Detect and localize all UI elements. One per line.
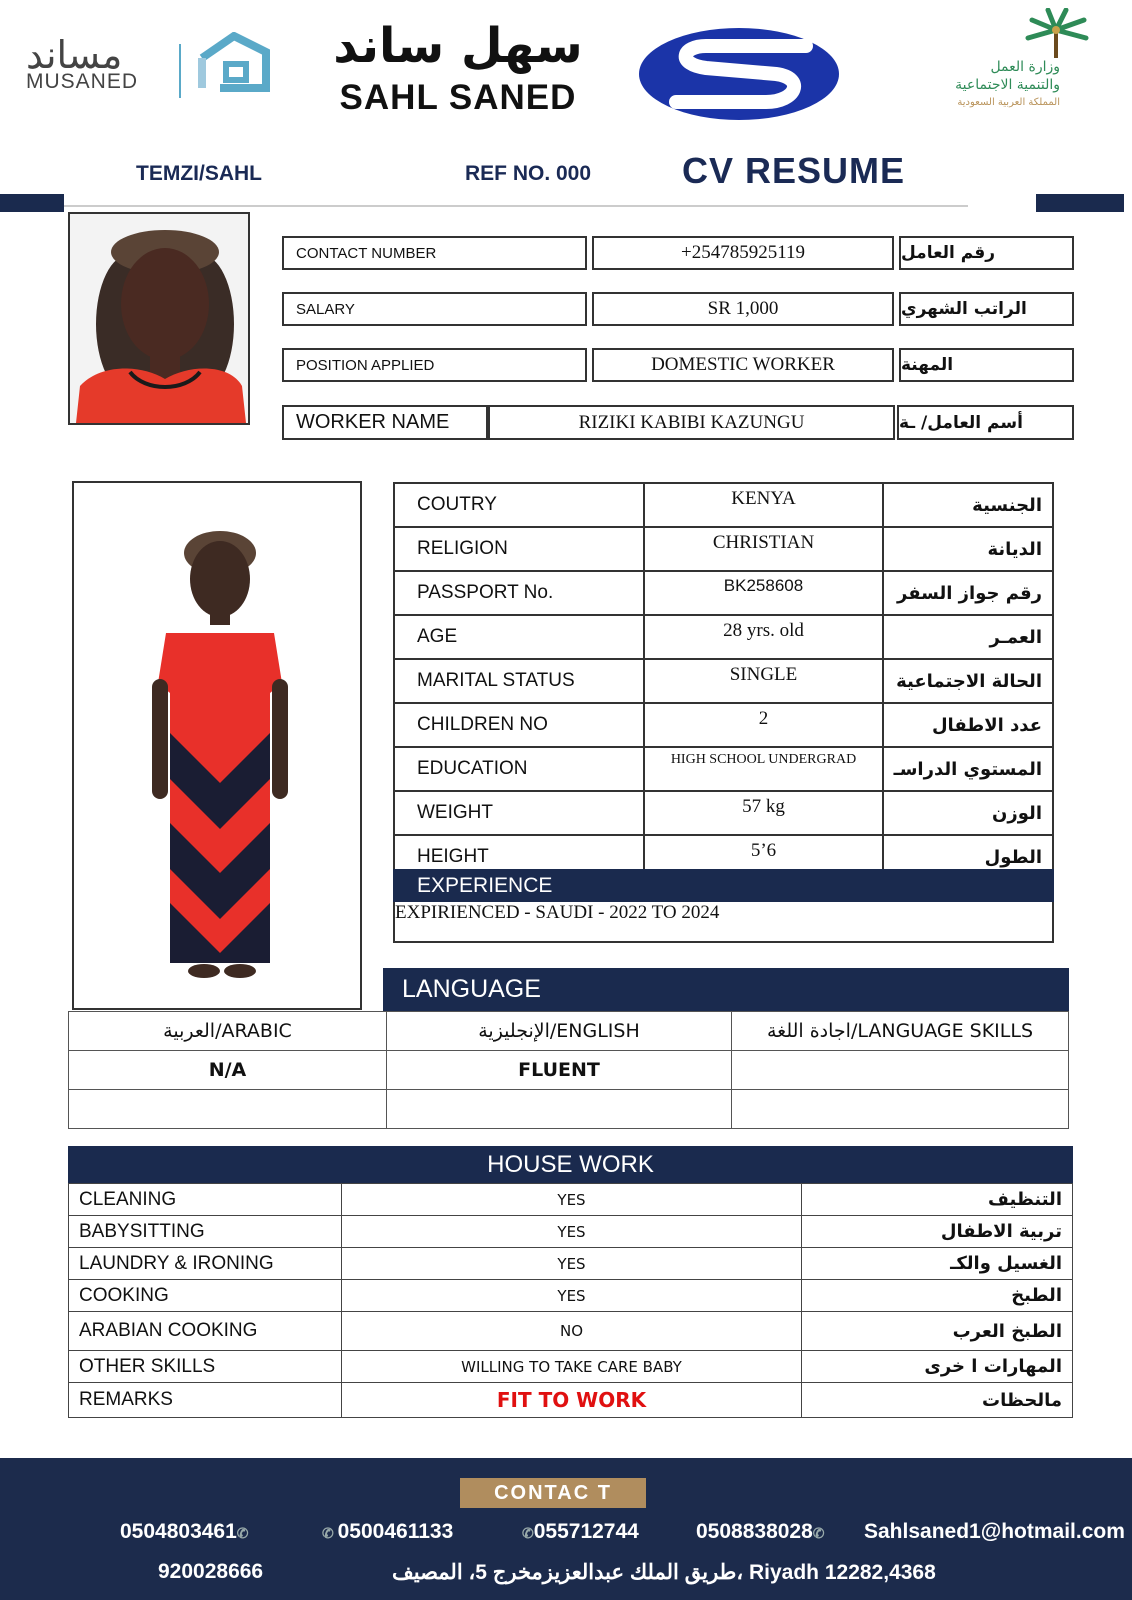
table-row: [394, 791, 1053, 835]
remarks-label: REMARKS: [69, 1383, 342, 1418]
salary-arabic-label: الراتب الشهري: [899, 292, 1074, 326]
phone-icon: ✆: [812, 1525, 825, 1541]
experience-heading: EXPERIENCE: [393, 869, 1054, 902]
arabian-cooking-label: ARABIAN COOKING: [69, 1312, 342, 1351]
country-arabic-label: الجنسية: [883, 483, 1053, 527]
contact-number-label: CONTACT NUMBER: [282, 236, 587, 270]
height-value: 5’6: [644, 835, 883, 879]
phone-1: [120, 1520, 249, 1544]
babysitting-value: YES: [342, 1216, 802, 1248]
full-body-photo: [72, 481, 362, 1010]
full-body-illustration: [74, 483, 360, 1008]
ministry-line-2: والتنمية الاجتماعية: [955, 77, 1060, 93]
remarks-value: FIT TO WORK: [342, 1383, 802, 1418]
musaned-logo-text: MUSANED: [26, 70, 139, 93]
table-row: [394, 571, 1053, 615]
weight-arabic-label: الوزن: [883, 791, 1053, 835]
cleaning-value: YES: [342, 1184, 802, 1216]
position-arabic-label: المهنة: [899, 348, 1074, 382]
salary-label: SALARY: [282, 292, 587, 326]
country-label: COUTRY: [394, 483, 644, 527]
phone-3: [522, 1520, 639, 1544]
children-arabic-label: عدد الاطفال: [883, 703, 1053, 747]
phone-1-number: 0504803461: [120, 1520, 237, 1543]
table-row: [69, 1248, 1073, 1280]
babysitting-arabic-label: تربية الاطفال: [802, 1216, 1073, 1248]
logo-divider: [179, 44, 181, 98]
table-row: [69, 1090, 1069, 1129]
musaned-logo-arabic: مساند: [26, 33, 123, 77]
table-row: [69, 1051, 1069, 1090]
arabic-column-header: العربية/ARABIC: [69, 1012, 387, 1051]
table-row: [394, 747, 1053, 791]
cooking-label: COOKING: [69, 1280, 342, 1312]
phone-3-number: 055712744: [533, 1520, 639, 1543]
table-row: [69, 1312, 1073, 1351]
age-value: 28 yrs. old: [644, 615, 883, 659]
height-label: HEIGHT: [394, 835, 644, 879]
house-work-table: [68, 1183, 1073, 1418]
table-row: [69, 1216, 1073, 1248]
laundry-label: LAUNDRY & IRONING: [69, 1248, 342, 1280]
phone-icon: ✆: [522, 1525, 534, 1541]
table-row: [69, 1383, 1073, 1418]
address: طريق الملك عبدالعزيزمخرج 5، المصيف، Riyadh 12282,4368: [392, 1561, 936, 1584]
house-work-heading: HOUSE WORK: [68, 1146, 1073, 1183]
worker-name-arabic-label: أسم العامل/ ـة: [897, 405, 1074, 440]
education-arabic-label: المستوي الدراسـ: [883, 747, 1053, 791]
other-skills-value: WILLING TO TAKE CARE BABY: [342, 1351, 802, 1383]
table-row: [69, 1351, 1073, 1383]
table-row: [69, 1280, 1073, 1312]
language-table: [68, 1011, 1069, 1129]
experience-text: EXPIRIENCED - SAUDI - 2022 TO 2024: [393, 902, 1054, 943]
cooking-arabic-label: الطبخ: [802, 1280, 1073, 1312]
education-value: HIGH SCHOOL UNDERGRAD: [644, 747, 883, 791]
empty-cell: [69, 1090, 387, 1129]
other-skills-label: OTHER SKILLS: [69, 1351, 342, 1383]
language-heading: LANGUAGE: [383, 968, 1069, 1011]
salary-value: SR 1,000: [592, 292, 894, 326]
title-rule: [64, 205, 968, 207]
contact-number-value: +254785925119: [592, 236, 894, 270]
religion-label: RELIGION: [394, 527, 644, 571]
passport-label: PASSPORT No.: [394, 571, 644, 615]
passport-value: BK258608: [644, 571, 883, 615]
position-label: POSITION APPLIED: [282, 348, 587, 382]
table-row: [394, 659, 1053, 703]
passport-arabic-label: رقم جواز السفر: [883, 571, 1053, 615]
phone-4-number: 0508838028: [696, 1520, 813, 1543]
accent-bar-left: [0, 194, 64, 212]
empty-cell: [387, 1090, 732, 1129]
phone-2-number: 0500461133: [337, 1520, 454, 1543]
document-title: CV RESUME: [682, 150, 906, 191]
contact-heading: CONTAC T: [460, 1478, 646, 1508]
phone-4: [696, 1520, 825, 1544]
babysitting-label: BABYSITTING: [69, 1216, 342, 1248]
phone-icon: ✆: [322, 1525, 338, 1541]
table-row: [394, 483, 1053, 527]
table-row: [394, 527, 1053, 571]
worker-name-value: RIZIKI KABIBI KAZUNGU: [488, 405, 895, 440]
personal-details-table: [393, 482, 1054, 880]
laundry-value: YES: [342, 1248, 802, 1280]
remarks-arabic-label: مالحظات: [802, 1383, 1073, 1418]
phone-icon: ✆: [236, 1525, 249, 1541]
language-skills-header: اجادة اللغة/LANGUAGE SKILLS: [732, 1012, 1069, 1051]
sahl-saned-logo-arabic: سهل ساند: [333, 18, 583, 74]
english-level: FLUENT: [387, 1051, 732, 1090]
age-arabic-label: العمـر: [883, 615, 1053, 659]
sahl-saned-logo-text: SAHL SANED: [339, 78, 577, 117]
country-value: KENYA: [644, 483, 883, 527]
height-arabic-label: الطول: [883, 835, 1053, 879]
arabian-cooking-arabic-label: الطبخ العرب: [802, 1312, 1073, 1351]
arabic-level: N/A: [69, 1051, 387, 1090]
table-row: [394, 703, 1053, 747]
phone-5: 920028666: [158, 1560, 264, 1583]
cleaning-label: CLEANING: [69, 1184, 342, 1216]
other-skills-arabic-label: المهارات ا خرى: [802, 1351, 1073, 1383]
contact-number-arabic-label: رقم العامل: [899, 236, 1074, 270]
children-label: CHILDREN NO: [394, 703, 644, 747]
worker-name-label: WORKER NAME: [282, 405, 488, 440]
ministry-line-3: المملكة العربية السعودية: [957, 97, 1060, 108]
portrait-illustration: [70, 214, 248, 423]
email[interactable]: Sahlsaned1@hotmail.com: [864, 1520, 1125, 1543]
children-value: 2: [644, 703, 883, 747]
arabian-cooking-value: NO: [342, 1312, 802, 1351]
musaned-house-icon: [196, 32, 272, 94]
empty-cell: [732, 1090, 1069, 1129]
accent-bar-right: [1036, 194, 1124, 212]
ministry-logo: [880, 58, 1060, 112]
cleaning-arabic-label: التنظيف: [802, 1184, 1073, 1216]
age-label: AGE: [394, 615, 644, 659]
marital-status-value: SINGLE: [644, 659, 883, 703]
position-value: DOMESTIC WORKER: [592, 348, 894, 382]
ministry-line-1: وزارة العمل: [990, 59, 1060, 75]
portrait-photo: [68, 212, 250, 425]
weight-value: 57 kg: [644, 791, 883, 835]
sahl-saned-emblem-icon: [636, 24, 842, 124]
table-row: [394, 615, 1053, 659]
religion-arabic-label: الديانة: [883, 527, 1053, 571]
reference-number: REF NO. 000: [465, 162, 592, 185]
phone-2: [322, 1520, 453, 1544]
palm-tree-icon: [1022, 8, 1090, 58]
language-skills-empty: [732, 1051, 1069, 1090]
marital-status-label: MARITAL STATUS: [394, 659, 644, 703]
cooking-value: YES: [342, 1280, 802, 1312]
weight-label: WEIGHT: [394, 791, 644, 835]
english-column-header: الإنجليزية/ENGLISH: [387, 1012, 732, 1051]
laundry-arabic-label: الغسيل والكـ: [802, 1248, 1073, 1280]
table-row: [69, 1012, 1069, 1051]
marital-status-arabic-label: الحالة الاجتماعية: [883, 659, 1053, 703]
religion-value: CHRISTIAN: [644, 527, 883, 571]
education-label: EDUCATION: [394, 747, 644, 791]
agency-code: TEMZI/SAHL: [136, 162, 262, 185]
table-row: [69, 1184, 1073, 1216]
